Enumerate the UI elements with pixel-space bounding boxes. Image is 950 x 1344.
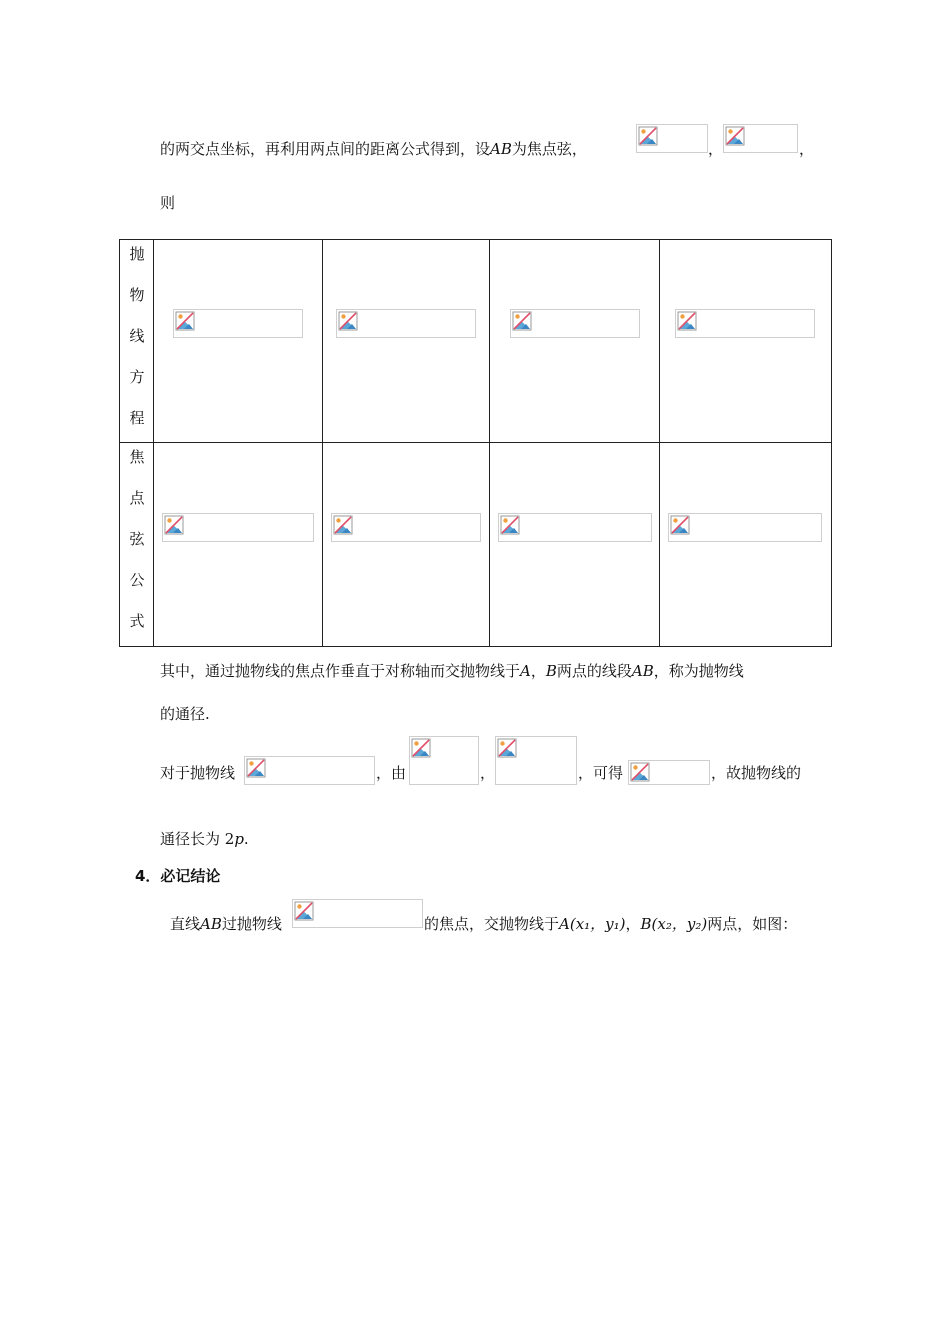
table-cell (154, 443, 323, 647)
para4-text: 直线 (170, 915, 201, 933)
table-cell (660, 240, 832, 443)
broken-image-icon (338, 311, 358, 331)
row-header-chord (120, 443, 154, 647)
point-b-label: B (545, 662, 557, 680)
row-header-equation (120, 240, 154, 443)
formula-image-placeholder (292, 899, 423, 928)
formula-image-placeholder (336, 309, 476, 338)
table-cell (490, 443, 660, 647)
formula-image-placeholder (723, 124, 798, 153)
para4-tail (424, 914, 797, 934)
para3-text: ，可得 (578, 764, 624, 782)
formula-image-placeholder (510, 309, 640, 338)
formula-image-placeholder (244, 756, 375, 785)
formula-image-placeholder (628, 760, 710, 785)
table-row-equation (120, 240, 832, 443)
broken-image-icon (500, 515, 520, 535)
para2-text: 两点的线段 (556, 662, 632, 680)
header-char: 公 (129, 571, 145, 589)
line-ab-label: AB (200, 915, 222, 933)
broken-image-icon (725, 126, 745, 146)
para2-line2: 的通径. (160, 705, 210, 723)
broken-image-icon (164, 515, 184, 535)
point-a-coords: A(x₁，y₁) (559, 915, 626, 933)
segment-ab-label: AB (631, 662, 654, 680)
variable-p: p (234, 830, 244, 848)
formula-image-placeholder (162, 513, 314, 542)
table-cell (490, 240, 660, 443)
point-a-label: A (520, 662, 531, 680)
parabola-table (119, 239, 832, 647)
point-b-coords: B(x₂，y₂) (640, 915, 708, 933)
para3-text: ， (480, 764, 496, 782)
para4-lead (170, 914, 282, 934)
para1-line1 (160, 139, 587, 159)
para1-text-b: 为焦点弦， (511, 140, 587, 158)
table-cell (323, 443, 490, 647)
header-char: 程 (129, 409, 145, 427)
header-char: 物 (129, 286, 145, 304)
header-char: 式 (129, 612, 145, 630)
header-char: 抛 (129, 245, 145, 263)
para2-text: ，称为抛物线 (653, 662, 744, 680)
para2-line1 (160, 661, 744, 681)
para4-text: 过抛物线 (221, 915, 282, 933)
broken-image-icon (630, 762, 650, 782)
para3-line2 (160, 829, 249, 849)
para4-text: 的焦点，交抛物线于 (424, 915, 560, 933)
para3-text: 对于抛物线 (160, 764, 236, 782)
para2-text: 其中，通过抛物线的焦点作垂直于对称轴而交抛物线于 (160, 662, 521, 680)
broken-image-icon (246, 758, 266, 778)
broken-image-icon (175, 311, 195, 331)
formula-image-placeholder (173, 309, 303, 338)
formula-image-placeholder (498, 513, 652, 542)
header-char: 线 (129, 327, 145, 345)
para3-text: 通径长为 2 (160, 830, 235, 848)
formula-image-placeholder (409, 736, 479, 785)
para3-text: ，故抛物线的 (711, 764, 802, 782)
broken-image-icon (333, 515, 353, 535)
table-cell (323, 240, 490, 443)
formula-image-placeholder (331, 513, 481, 542)
para4-sep: ， (625, 915, 641, 933)
table-row-chord (120, 443, 832, 647)
para2-sep: ， (530, 662, 546, 680)
para1-comma1: ， (708, 140, 724, 158)
table-cell (660, 443, 832, 647)
broken-image-icon (411, 738, 431, 758)
broken-image-icon (638, 126, 658, 146)
para1-ab: AB (490, 140, 512, 158)
para3-text: . (243, 830, 249, 848)
broken-image-icon (670, 515, 690, 535)
header-char: 焦 (129, 448, 145, 466)
formula-image-placeholder (636, 124, 708, 153)
broken-image-icon (512, 311, 532, 331)
para4-text: 两点，如图： (707, 915, 798, 933)
formula-image-placeholder (675, 309, 815, 338)
section-heading: 4．必记结论 (135, 867, 221, 885)
broken-image-icon (497, 738, 517, 758)
formula-image-placeholder (495, 736, 577, 785)
broken-image-icon (677, 311, 697, 331)
formula-image-placeholder (668, 513, 822, 542)
para1-line2: 则 (160, 194, 176, 212)
broken-image-icon (294, 901, 314, 921)
header-char: 点 (129, 489, 145, 507)
para1-comma2: ， (799, 140, 815, 158)
header-char: 弦 (129, 530, 145, 548)
table-cell (154, 240, 323, 443)
para3-text: ，由 (376, 764, 407, 782)
header-char: 方 (129, 368, 145, 386)
para1-text-a: 的两交点坐标，再利用两点间的距离公式得到，设 (160, 140, 491, 158)
